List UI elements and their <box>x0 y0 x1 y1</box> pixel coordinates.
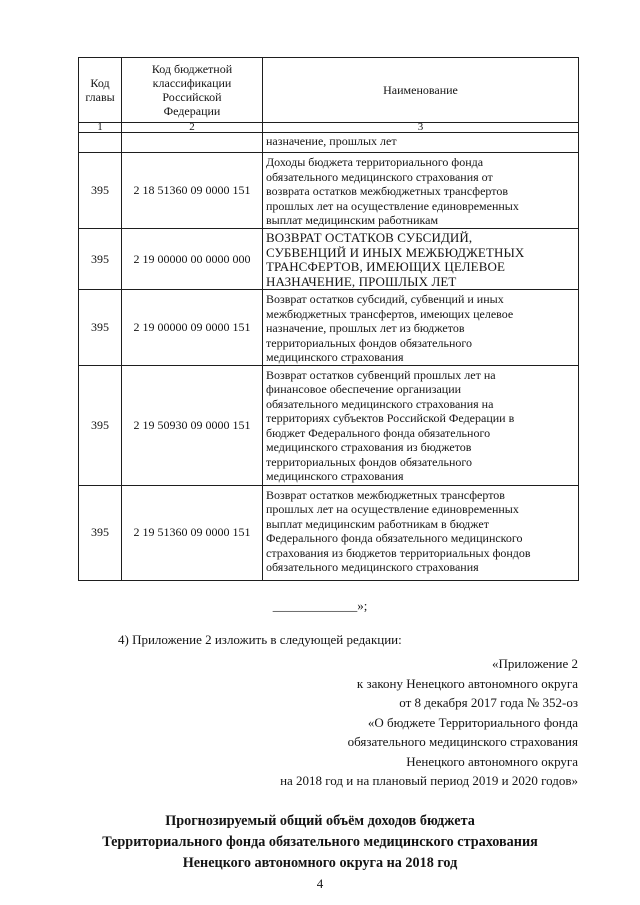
budget-code: 2 19 51360 09 0000 151 <box>122 485 263 580</box>
name-line: территориальных фондов обязательного <box>266 454 473 469</box>
name-line: Возврат остатков субвенций прошлых лет на <box>266 367 496 382</box>
name-line: возврата остатков межбюджетных трансфертов <box>266 184 508 198</box>
chapter-code: 395 <box>79 485 122 580</box>
name-line: назначение, прошлых лет из бюджетов <box>266 321 465 335</box>
name-line: медицинского страхования из бюджетов <box>266 440 472 454</box>
item-name <box>263 485 579 580</box>
name-line: Возврат остатков межбюджетных трансфертов <box>266 487 505 502</box>
chapter-code: 395 <box>79 153 122 229</box>
name-line: СУБВЕНЦИЙ И ИНЫХ МЕЖБЮДЖЕТНЫХ <box>266 244 525 260</box>
table-row <box>79 485 579 580</box>
name-line: страхования из бюджетов территориальных фондов <box>266 545 531 560</box>
column-number: 3 <box>263 123 579 133</box>
table-row <box>79 153 579 229</box>
appendix-header-line: «О бюджете Территориального фонда <box>367 714 578 730</box>
header-budget-classification-code <box>122 58 263 123</box>
header-line: Код <box>90 76 110 90</box>
header-line: классификации <box>152 76 232 90</box>
header-chapter-code <box>79 58 122 123</box>
budget-code: 2 19 50930 09 0000 151 <box>122 365 263 485</box>
table-row <box>79 229 579 290</box>
appendix-header-line: на 2018 год и на плановый период 2019 и 2020 годов» <box>280 773 578 788</box>
budget-code: 2 19 00000 00 0000 000 <box>122 229 263 290</box>
title-line: Территориального фонда обязательного медицинского страхования <box>102 834 538 850</box>
name-line: медицинского страхования <box>266 469 404 483</box>
chapter-code: 395 <box>79 229 122 290</box>
name-line: Федерального фонда обязательного медицинского <box>266 531 523 545</box>
header-line: Российской <box>162 90 222 104</box>
closing-quote-mark: _____________»; <box>272 598 368 613</box>
empty-cell <box>122 133 263 153</box>
appendix-header-line: Ненецкого автономного округа <box>406 753 578 769</box>
name-line: обязательного медицинского страхования <box>266 560 479 574</box>
name-line: бюджет Федерального фонда обязательного <box>266 425 491 440</box>
appendix-header <box>280 654 578 791</box>
name-line: выплат медицинским работникам в бюджет <box>266 516 489 531</box>
item-name <box>263 229 579 290</box>
name-line: ВОЗВРАТ ОСТАТКОВ СУБСИДИЙ, <box>266 230 473 245</box>
name-line: прошлых лет на осуществление единовременных <box>266 198 519 213</box>
column-number: 1 <box>79 123 122 133</box>
name-line: прошлых лет на осуществление единовременных <box>266 502 519 516</box>
budget-code: 2 19 00000 09 0000 151 <box>122 290 263 366</box>
item-name <box>263 153 579 229</box>
name-line: Доходы бюджета территориального фонда <box>266 155 484 169</box>
name-line: выплат медицинским работникам <box>266 213 439 227</box>
appendix-header-line: «Приложение 2 <box>491 656 578 671</box>
continuation-row <box>79 133 579 153</box>
name-line: территориальных фондов обязательного <box>266 335 473 350</box>
header-line: главы <box>85 90 115 104</box>
name-line: финансовое обеспечение организации <box>266 382 462 396</box>
name-line: НАЗНАЧЕНИЕ, ПРОШЛЫХ ЛЕТ <box>266 273 457 289</box>
name-line: ТРАНСФЕРТОВ, ИМЕЮЩИХ ЦЕЛЕВОЕ <box>266 259 505 274</box>
name-line: межбюджетных трансфертов, имеющих целевое <box>266 306 514 321</box>
empty-cell <box>79 133 122 153</box>
header-line: Федерации <box>163 104 221 118</box>
title-line: Ненецкого автономного округа на 2018 год <box>182 855 458 871</box>
name-line: обязательного медицинского страхования от <box>266 169 493 184</box>
continuation-text: назначение, прошлых лет <box>263 133 579 153</box>
column-number: 2 <box>122 123 263 133</box>
header-line: Код бюджетной <box>151 62 233 76</box>
appendix-header-line: обязательного медицинского страхования <box>347 734 578 749</box>
name-line: медицинского страхования <box>266 350 404 364</box>
chapter-code: 395 <box>79 365 122 485</box>
document-title <box>0 811 640 874</box>
item-name <box>263 290 579 366</box>
chapter-code: 395 <box>79 290 122 366</box>
budget-code: 2 18 51360 09 0000 151 <box>122 153 263 229</box>
header-name: Наименование <box>263 58 579 123</box>
appendix-header-line: к закону Ненецкого автономного округа <box>356 675 578 691</box>
appendix-header-line: от 8 декабря 2017 года № 352-оз <box>399 695 578 710</box>
title-line: Прогнозируемый общий объём доходов бюджета <box>165 813 475 829</box>
name-line: территориях субъектов Российской Федерации в <box>266 411 515 425</box>
table-header-row <box>79 58 579 123</box>
column-number-row <box>79 123 579 133</box>
item-name <box>263 365 579 485</box>
table-row <box>79 290 579 366</box>
name-line: Возврат остатков субсидий, субвенций и иных <box>266 292 504 306</box>
page-number: 4 <box>316 876 324 891</box>
name-line: обязательного медицинского страхования на <box>266 396 494 411</box>
amendment-instruction: 4) Приложение 2 изложить в следующей редакции: <box>118 632 402 647</box>
budget-code-table <box>78 57 579 581</box>
table-row <box>79 365 579 485</box>
